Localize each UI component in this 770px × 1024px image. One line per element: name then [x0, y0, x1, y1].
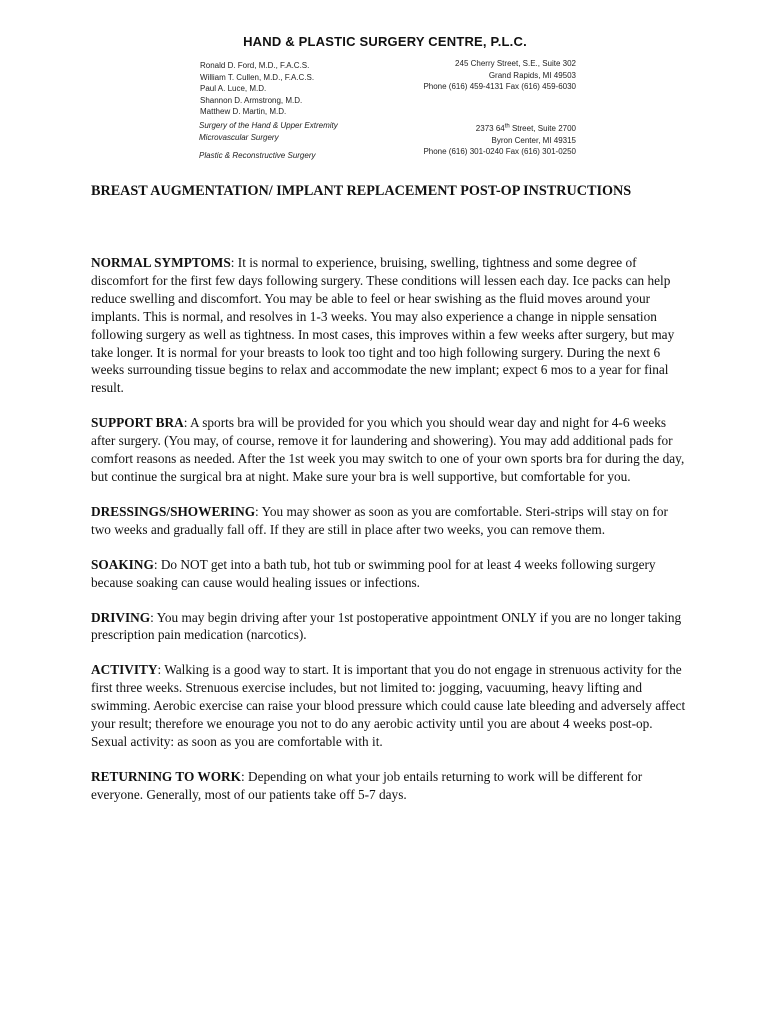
instructions-body: [91, 254, 686, 804]
address-street: 245 Cherry Street, S.E., Suite 302: [455, 59, 576, 68]
address-city: Grand Rapids, MI 49503: [488, 70, 576, 80]
section-returning-to-work: [91, 768, 686, 804]
section-heading: RETURNING TO WORK: [91, 768, 241, 784]
section-text: : A sports bra will be provided for you which you should wear day and night for 4-6 weeks after surgery. (You may, of course, remove it for laundering and showering). You may add additional pads for comfort reasons as needed. After the 1st week you may switch to one of your own sports bra for during the day, but continue the surgical bra at night. Make sure your bra is well supportive, but comfortable for you.: [91, 415, 685, 484]
section-heading: DRIVING: [91, 609, 151, 625]
document-title: BREAST AUGMENTATION/ IMPLANT REPLACEMENT POST-OP INSTRUCTIONS: [91, 183, 632, 199]
section-text: : You may shower as soon as you are comfortable. Steri-strips will stay on for two weeks and gradually fall off. If they are still in place after two weeks, you can remove them.: [91, 503, 668, 537]
specialty: Surgery of the Hand & Upper Extremity: [199, 121, 338, 130]
section-text: : Depending on what your job entails returning to work will be different for everyone. Generally, most of our patients take off 5-7 days.: [91, 768, 643, 802]
section-activity: [91, 661, 686, 751]
section-text: : Walking is a good way to start. It is important that you do not engage in strenuous activity for the first three weeks. Strenuous exercise includes, but not limited to: jogging, vacuuming, heavy lifting and swimming. Aerobic exercise can raise your blood pressure which could cause late bleeding and adversely affect your result; therefore we enourage you not to do any aerobic activity until you are about 4 weeks post-op. Sexual activity: as soon as you are comfortable with it.: [91, 662, 686, 749]
section-text: : Do NOT get into a bath tub, hot tub or swimming pool for at least 4 weeks following surgery because soaking can cause would healing issues or infections.: [91, 556, 656, 590]
section-soaking: [91, 556, 686, 592]
section-text: : You may begin driving after your 1st postoperative appointment ONLY if you are no longer taking prescription pain medication (narcotics).: [91, 609, 682, 643]
doctor-name: Matthew D. Martin, M.D.: [200, 107, 287, 116]
section-heading: DRESSINGS/SHOWERING: [91, 503, 256, 519]
address-phone: Phone (616) 301-0240 Fax (616) 301-0250: [423, 147, 576, 156]
address-street: 2373 64th Street, Suite 2700: [475, 123, 576, 133]
section-support-bra: [91, 414, 686, 486]
section-heading: ACTIVITY: [91, 662, 158, 678]
practice-name: HAND & PLASTIC SURGERY CENTRE, P.L.C.: [243, 34, 527, 49]
section-heading: SUPPORT BRA: [91, 415, 184, 431]
section-text: : It is normal to experience, bruising, swelling, tightness and some degree of discomfort for the first few days following surgery. These conditions will lessen each day. Ice packs can help reduce swelling and discomfort. You may be able to feel or hear swishing as the fluid moves around your implants. This is normal, and resolves in 1-3 weeks. You may also experience a change in nipple sensation following surgery as well as tightness. In most cases, this improves within a few weeks after surgery, but may take longer. It is normal for your breasts to look too tight and too high following surgery. During the next 6 weeks surrounding tissue begins to relax and accommodate the new implant; expect 6 mos to a year for final result.: [91, 255, 675, 396]
section-dressings-showering: [91, 503, 686, 539]
address-phone: Phone (616) 459-4131 Fax (616) 459-6030: [423, 82, 576, 91]
doctor-name: Shannon D. Armstrong, M.D.: [200, 95, 303, 105]
specialty: Plastic & Reconstructive Surgery: [199, 151, 316, 160]
doctor-name: William T. Cullen, M.D., F.A.C.S.: [200, 72, 315, 82]
office-address-byron-center: [336, 123, 576, 158]
section-heading: SOAKING: [91, 556, 154, 572]
address-city: Byron Center, MI 49315: [491, 135, 576, 145]
doctor-name: Ronald D. Ford, M.D., F.A.C.S.: [200, 61, 310, 70]
office-address-grand-rapids: [336, 58, 576, 93]
specialty: Microvascular Surgery: [199, 132, 279, 142]
section-normal-symptoms: [91, 254, 686, 397]
section-heading: NORMAL SYMPTOMS: [91, 255, 231, 270]
doctor-name: Paul A. Luce, M.D.: [200, 84, 267, 93]
section-driving: [91, 609, 686, 645]
